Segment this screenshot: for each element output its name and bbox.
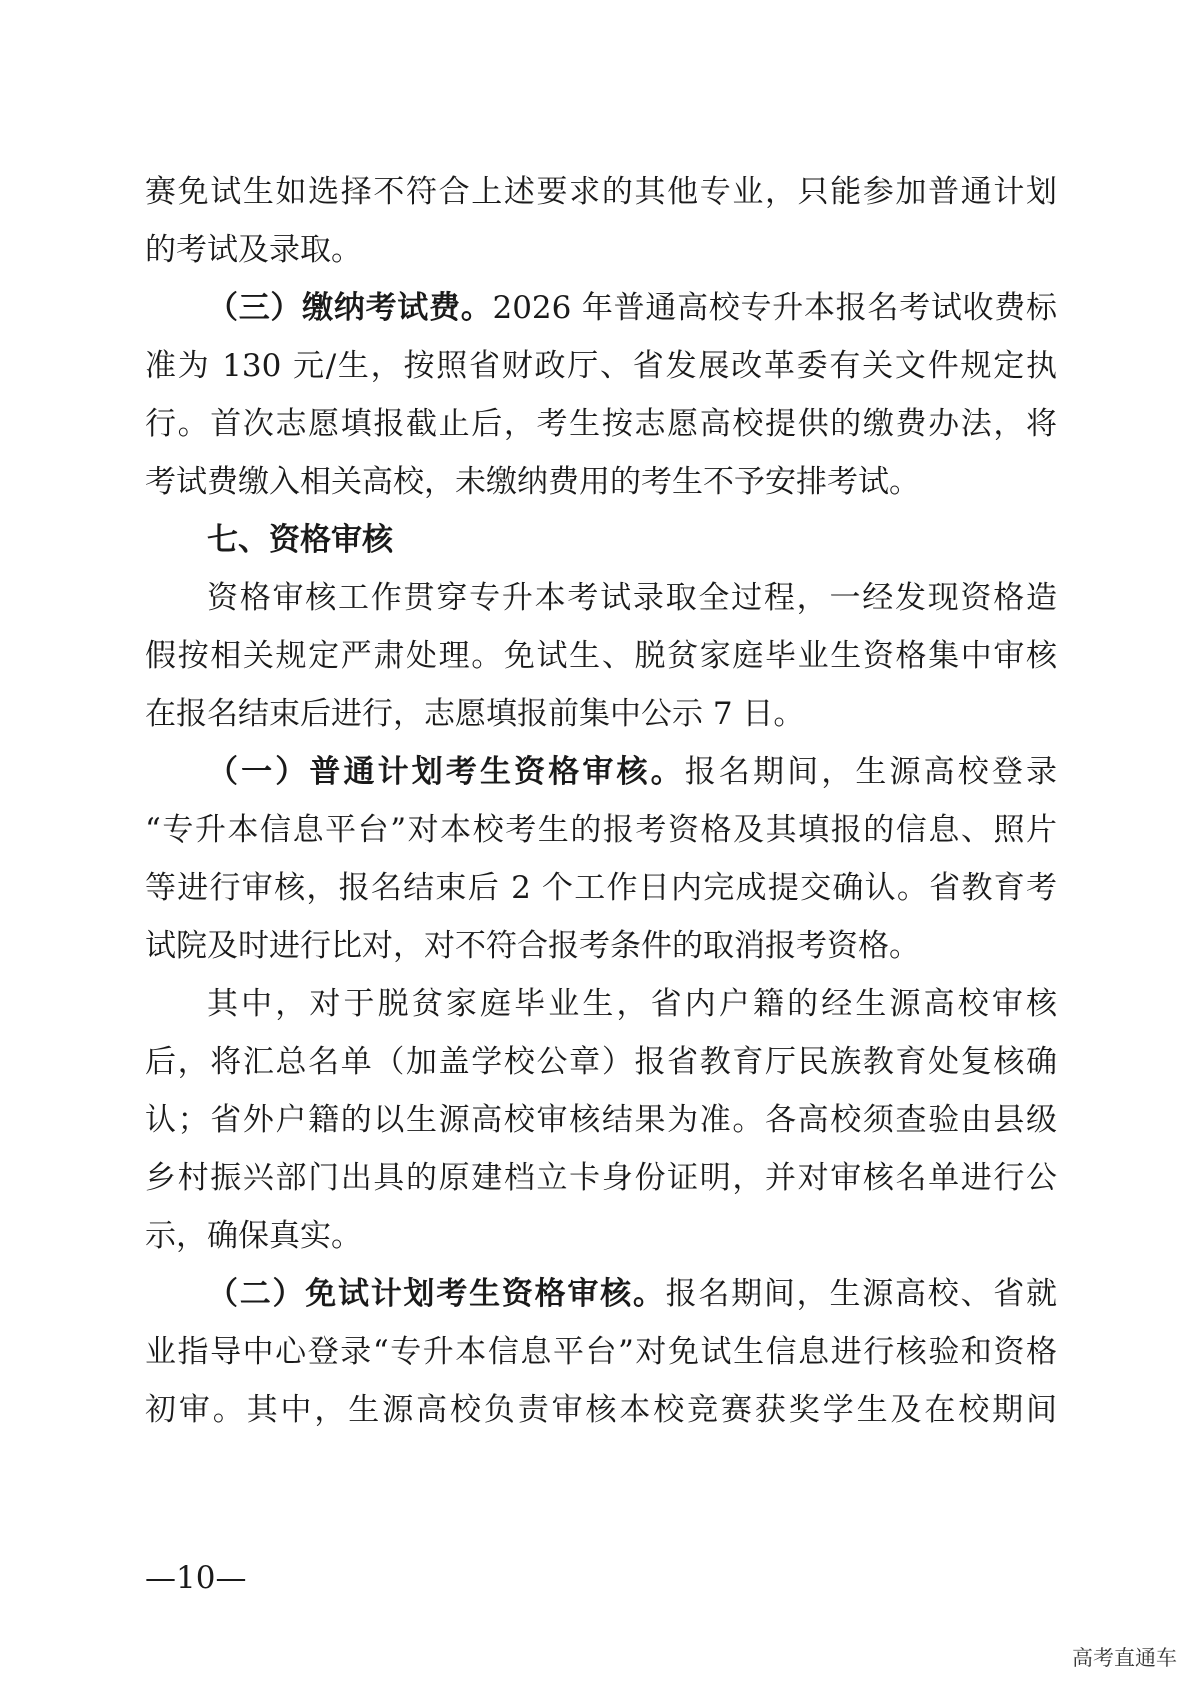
- body-line-16: [145, 1042, 1057, 1082]
- line-text: “专升本信息平台”对本校考生的报考资格及其填报的信息、照片: [145, 812, 1057, 848]
- line-text: 认；省外户籍的以生源高校审核结果为准。各高校须查验由县级: [145, 1102, 1057, 1138]
- body-line-6: [145, 462, 1057, 502]
- body-line-19: [145, 1216, 1057, 1256]
- body-line-10: [145, 694, 1057, 734]
- line-text: 业指导中心登录“专升本信息平台”对免试生信息进行核验和资格: [145, 1334, 1057, 1370]
- line-text: 资格审核工作贯穿专升本考试录取全过程，一经发现资格造: [207, 580, 1057, 616]
- subsection-title: （一）普通计划考生资格审核。: [207, 754, 685, 790]
- body-line-21: [145, 1332, 1057, 1372]
- body-line-14: [145, 926, 1057, 966]
- line-text: 示，确保真实。: [145, 1218, 362, 1254]
- line-text: 后，将汇总名单（加盖学校公章）报省教育厅民族教育处复核确: [145, 1044, 1057, 1080]
- line-text: 考试费缴入相关高校，未缴纳费用的考生不予安排考试。: [145, 464, 920, 500]
- line-text: 报名期间，生源高校、省就: [665, 1276, 1057, 1312]
- line-text: 等进行审核，报名结束后 2 个工作日内完成提交确认。省教育考: [145, 870, 1057, 906]
- body-line-15: [207, 984, 1057, 1024]
- section-two-exempt-plan: [207, 1274, 1057, 1314]
- body-line-9: [145, 636, 1057, 676]
- line-text: 其中，对于脱贫家庭毕业生，省内户籍的经生源高校审核: [207, 986, 1057, 1022]
- section-heading-seven: [207, 520, 1057, 560]
- body-line-8: [207, 578, 1057, 618]
- body-line-4: [145, 346, 1057, 386]
- line-text: 2026 年普通高校专升本报名考试收费标: [492, 290, 1057, 326]
- body-line-2: [145, 230, 1057, 270]
- line-text: 在报名结束后进行，志愿填报前集中公示 7 日。: [145, 696, 805, 732]
- line-text: 乡村振兴部门出具的原建档立卡身份证明，并对审核名单进行公: [145, 1160, 1057, 1196]
- section-heading: 七、资格审核: [207, 522, 393, 558]
- body-line-13: [145, 868, 1057, 908]
- body-line-17: [145, 1100, 1057, 1140]
- watermark-text: 高考直通车: [1072, 1646, 1177, 1670]
- body-line-5: [145, 404, 1057, 444]
- line-text: 行。首次志愿填报截止后，考生按志愿高校提供的缴费办法，将: [145, 406, 1057, 442]
- subsection-title: （二）免试计划考生资格审核。: [207, 1276, 666, 1312]
- body-line-18: [145, 1158, 1057, 1198]
- body-line-1: [145, 172, 1057, 212]
- section-one-general-plan: [207, 752, 1057, 792]
- body-line-12: [145, 810, 1057, 850]
- line-text: 试院及时进行比对，对不符合报考条件的取消报考资格。: [145, 928, 920, 964]
- page-number: —10—: [145, 1560, 247, 1596]
- line-text: 假按相关规定严肃处理。免试生、脱贫家庭毕业生资格集中审核: [145, 638, 1057, 674]
- section-three-fee: [207, 288, 1057, 328]
- line-text: 初审。其中，生源高校负责审核本校竞赛获奖学生及在校期间: [145, 1392, 1057, 1428]
- subsection-title: （三）缴纳考试费。: [207, 290, 493, 326]
- line-text: 准为 130 元/生，按照省财政厅、省发展改革委有关文件规定执: [145, 348, 1057, 384]
- body-line-22: [145, 1390, 1057, 1430]
- line-text: 赛免试生如选择不符合上述要求的其他专业，只能参加普通计划: [145, 174, 1057, 210]
- line-text: 的考试及录取。: [145, 232, 362, 268]
- line-text: 报名期间，生源高校登录: [684, 754, 1057, 790]
